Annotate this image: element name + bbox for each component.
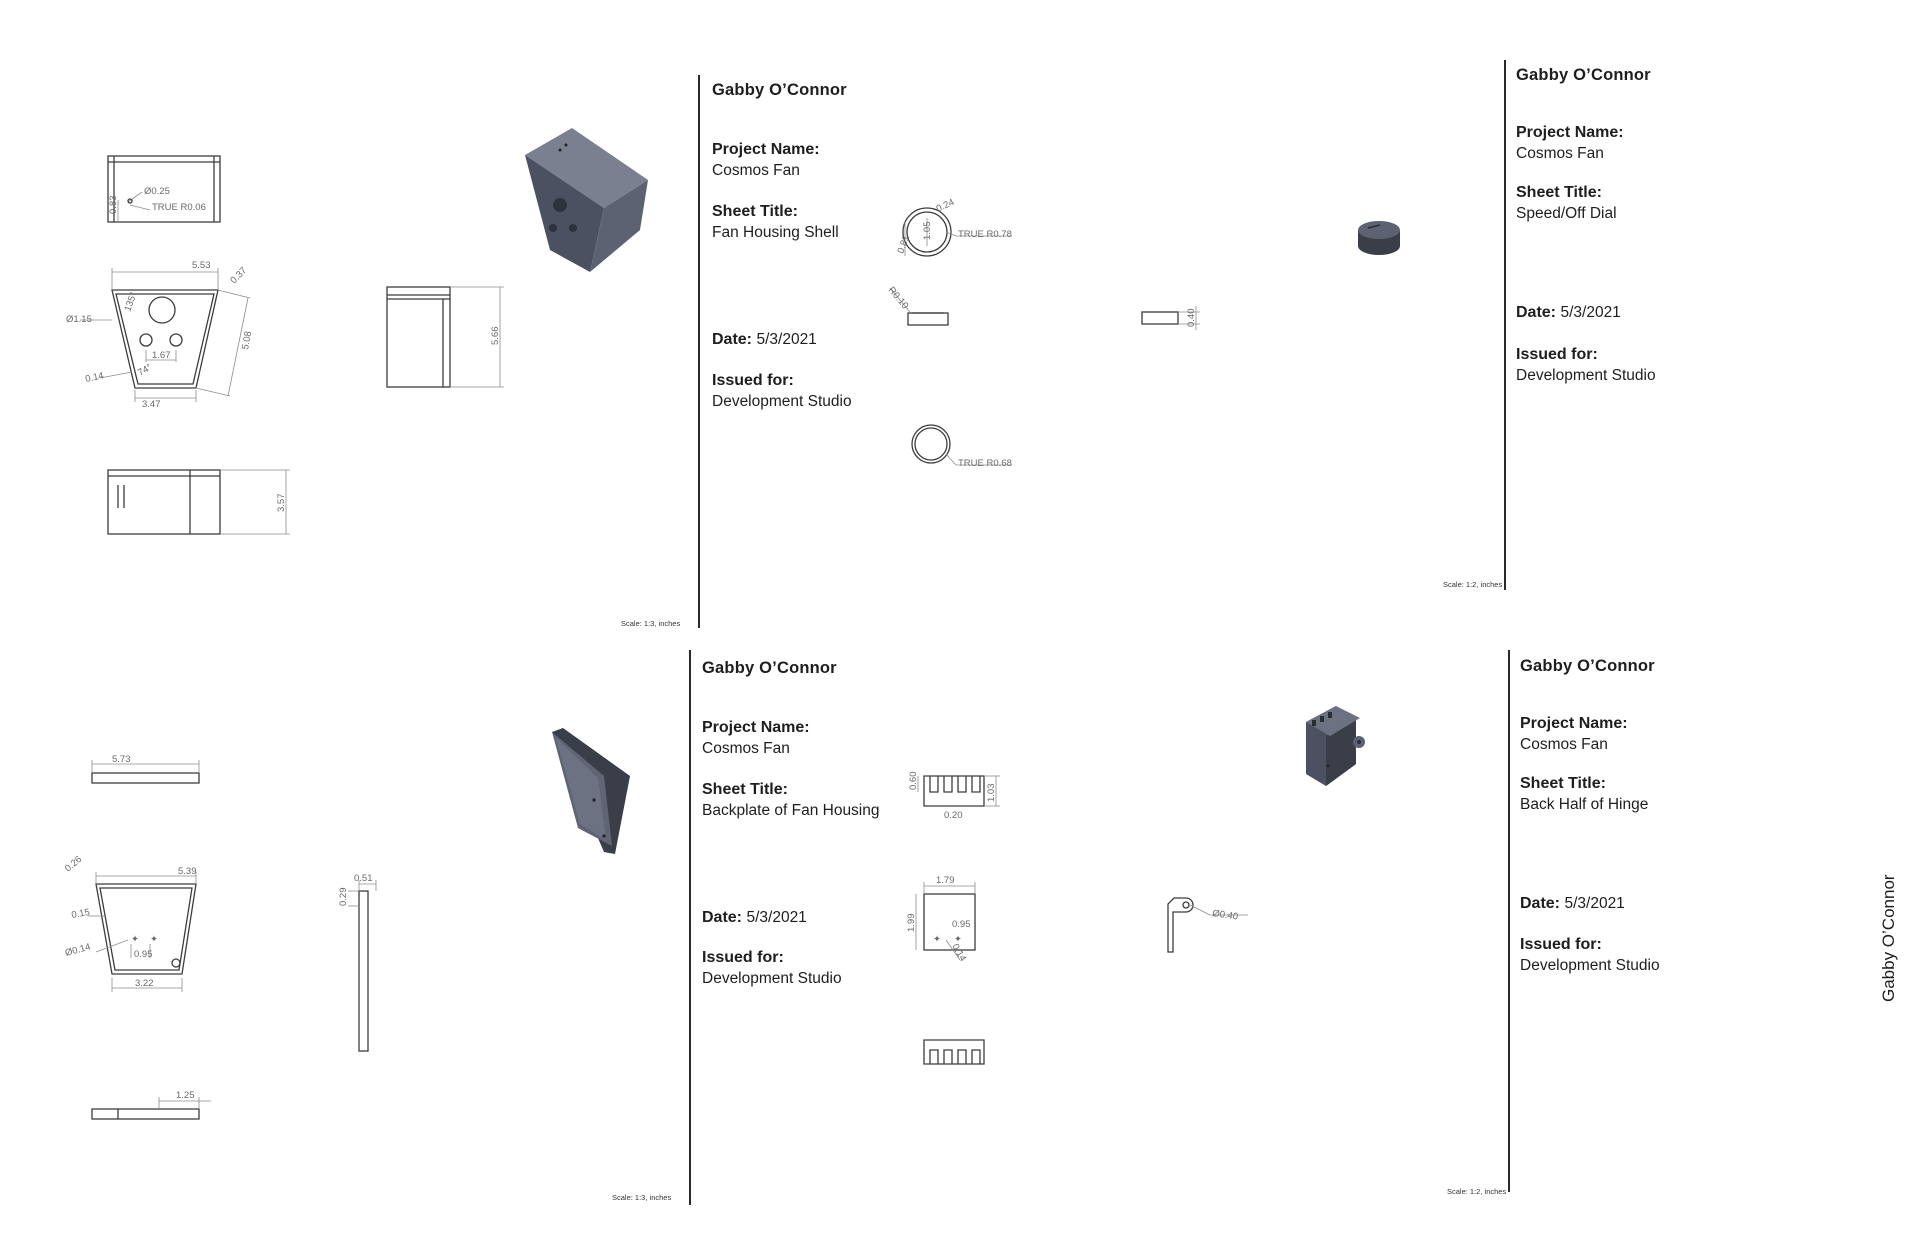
dim-label: 5.08 <box>240 330 255 351</box>
sheet-title-label: Sheet Title: <box>1520 775 1606 792</box>
dim-label: TRUE R0.78 <box>958 229 1012 240</box>
date-label: Date: <box>1516 304 1557 321</box>
hinge-bottom-view <box>924 1040 984 1064</box>
author-name: Gabby O’Connor <box>1516 66 1651 84</box>
dim-label: 5.73 <box>112 754 131 765</box>
dim-label: 0.29 <box>338 887 349 906</box>
date-label: Date: <box>712 331 753 348</box>
dim-label: 0.26 <box>62 853 85 875</box>
project-name-value: Cosmos Fan <box>702 739 790 757</box>
drawing-back-half-hinge <box>860 640 1510 1200</box>
issued-for-label: Issued for: <box>712 372 794 389</box>
date-value: 5/3/2021 <box>756 331 817 348</box>
title-block-divider <box>689 650 691 1205</box>
dial-ring-view <box>912 425 1012 469</box>
dim-label: 0.51 <box>354 873 373 884</box>
author-name: Gabby O’Connor <box>702 659 837 677</box>
dim-label: 1.79 <box>936 875 955 886</box>
dim-label: 1.67 <box>152 350 171 361</box>
date-value: 5/3/2021 <box>1564 895 1625 912</box>
dim-label: Ø0.14 <box>63 941 92 959</box>
author-name: Gabby O’Connor <box>712 81 847 99</box>
sheet-backplate <box>0 640 700 1242</box>
sheet-fan-housing-shell <box>0 0 700 640</box>
side-author-label: Gabby O’Connor <box>1879 874 1898 1002</box>
sheet-title-label: Sheet Title: <box>712 203 798 220</box>
front-view <box>66 260 254 410</box>
project-name-label: Project Name: <box>1516 124 1624 141</box>
date-label: Date: <box>702 909 743 926</box>
issued-for-label: Issued for: <box>1520 936 1602 953</box>
sheet-speed-off-dial <box>860 0 1510 600</box>
dial-side-view <box>886 285 1200 330</box>
star-mark: ✦ <box>954 934 962 945</box>
dim-label: 0.60 <box>908 771 919 790</box>
dim-label: Ø0.40 <box>1211 908 1239 923</box>
dim-label: Ø0.25 <box>144 186 170 197</box>
scale-note: Scale: 1:2, inches <box>1447 1187 1507 1196</box>
dim-label: R0.10 <box>885 284 911 312</box>
dim-label: 0.81 <box>895 233 913 256</box>
dim-label: 5.39 <box>178 866 197 877</box>
project-name-label: Project Name: <box>702 719 810 736</box>
backplate-top-view <box>92 754 199 783</box>
author-name: Gabby O’Connor <box>1520 657 1655 675</box>
dim-label: 0.95 <box>952 919 971 930</box>
dim-label: 0.14 <box>84 370 105 385</box>
sheet-title-value: Fan Housing Shell <box>712 223 839 241</box>
issued-for-value: Development Studio <box>1520 956 1660 974</box>
star-mark: ✦ <box>933 934 941 945</box>
dim-label: 3.57 <box>276 493 287 512</box>
dim-label: 0.14 <box>949 942 969 964</box>
sheet-title-label: Sheet Title: <box>1516 184 1602 201</box>
project-name-value: Cosmos Fan <box>1520 735 1608 753</box>
issued-for-value: Development Studio <box>712 392 852 410</box>
project-name-value: Cosmos Fan <box>1516 144 1604 162</box>
dial-front-view <box>895 197 1012 256</box>
dim-label: 0.95 <box>134 949 153 960</box>
issued-for-label: Issued for: <box>702 949 784 966</box>
sheet-back-half-hinge <box>860 640 1510 1200</box>
scale-note: Scale: 1:3, inches <box>621 619 681 628</box>
hinge-model <box>1306 706 1365 786</box>
project-name-value: Cosmos Fan <box>712 161 800 179</box>
drawing-fan-housing-shell <box>0 0 700 640</box>
dim-label: 3.47 <box>142 399 161 410</box>
project-name-label: Project Name: <box>712 141 820 158</box>
side-view <box>387 287 504 387</box>
sheet-title-label: Sheet Title: <box>702 781 788 798</box>
dial-model <box>1358 221 1400 255</box>
dim-label: 0.24 <box>934 196 957 215</box>
dim-label: TRUE R0.06 <box>152 202 206 213</box>
title-block-divider <box>698 75 700 628</box>
dim-label: TRUE R0.68 <box>958 458 1012 469</box>
dim-label: 135° <box>122 290 140 314</box>
title-block-divider <box>1504 60 1506 590</box>
scale-note: Scale: 1:2, inches <box>1443 580 1503 589</box>
dim-label: 1.05 <box>922 221 933 240</box>
hinge-side-view <box>1168 898 1248 952</box>
issued-for-value: Development Studio <box>1516 366 1656 384</box>
backplate-front-view <box>63 854 197 992</box>
fan-housing-model <box>525 128 648 272</box>
sheet-title-value: Backplate of Fan Housing <box>702 801 880 819</box>
star-mark: ✦ <box>131 934 139 945</box>
dim-label: 5.53 <box>192 260 211 271</box>
drawing-speed-off-dial <box>860 0 1510 600</box>
dim-label: 1.99 <box>906 913 917 932</box>
dim-label: 0.40 <box>1186 308 1197 327</box>
date-label: Date: <box>1520 895 1561 912</box>
issued-for-label: Issued for: <box>1516 346 1598 363</box>
dim-label: 0.15 <box>70 906 91 921</box>
title-block-divider <box>1508 650 1510 1192</box>
date-value: 5/3/2021 <box>746 909 807 926</box>
project-name-label: Project Name: <box>1520 715 1628 732</box>
sheet-title-value: Speed/Off Dial <box>1516 204 1617 222</box>
star-mark: ✦ <box>150 934 158 945</box>
dim-label: Ø1.15 <box>66 314 92 325</box>
dim-label: 1.03 <box>986 783 997 802</box>
dim-label: 0.83 <box>108 195 119 214</box>
dim-label: 1.25 <box>176 1090 195 1101</box>
dim-label: 0.37 <box>228 265 250 287</box>
date-value: 5/3/2021 <box>1560 304 1621 321</box>
backplate-model <box>552 728 630 854</box>
hinge-top-view <box>906 875 975 964</box>
dim-label: 3.22 <box>135 978 154 989</box>
top-view <box>108 156 220 222</box>
hinge-front-view <box>908 772 1000 822</box>
dim-label: 0.20 <box>944 810 963 821</box>
title-block-back-half-hinge <box>1520 656 1740 986</box>
title-block-speed-off-dial <box>1516 65 1736 395</box>
dim-label: 5.66 <box>490 326 501 345</box>
drawing-backplate <box>0 640 700 1242</box>
bottom-view <box>108 470 290 534</box>
sheet-title-value: Back Half of Hinge <box>1520 795 1649 813</box>
scale-note: Scale: 1:3, inches <box>612 1193 672 1202</box>
issued-for-value: Development Studio <box>702 969 842 987</box>
dim-label: 74° <box>136 361 154 379</box>
backplate-bottom-view <box>92 1090 211 1119</box>
backplate-side-view <box>338 873 376 1051</box>
